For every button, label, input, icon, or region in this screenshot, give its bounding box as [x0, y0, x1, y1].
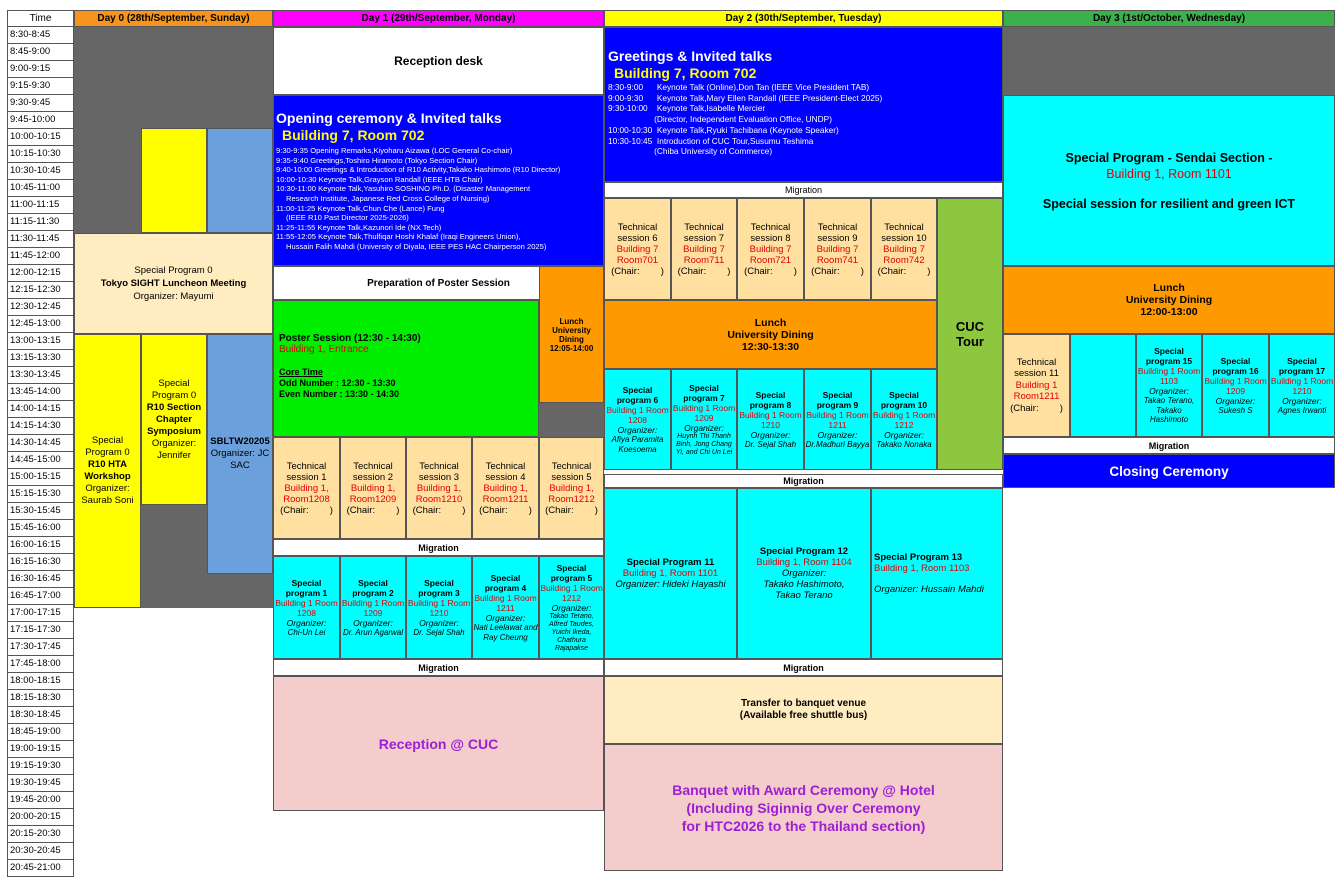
hta-workshop-block	[74, 334, 141, 608]
sbltw-block	[207, 334, 273, 574]
hta-title: R10 HTA Workshop	[84, 459, 131, 482]
special-program-organizer: Nati Leelawat and Ray Cheung	[473, 623, 538, 642]
technical-session-block[interactable]	[737, 198, 804, 300]
time-slot: 14:30-14:45	[7, 435, 74, 452]
special-program-organizer-label: Organizer:	[750, 429, 791, 440]
migration-label: Migration	[418, 542, 459, 553]
poster-title: Poster Session (12:30 - 14:30)	[279, 333, 421, 344]
special-program-organizer: Chi-Un Lei	[287, 627, 326, 637]
special-program-name: Special program 6	[616, 385, 659, 405]
technical-session-block[interactable]	[539, 437, 604, 539]
time-slot: 12:45-13:00	[7, 316, 74, 333]
special-program-organizer-label: Organizer:	[286, 617, 327, 628]
sp11-room: Building 1, Room 1101	[622, 568, 719, 579]
sp12-room: Building 1, Room 1104	[756, 557, 852, 568]
special-program-room: Building 1 Room 1210	[1270, 375, 1334, 396]
technical-session-block[interactable]	[871, 198, 937, 300]
special-program-block[interactable]	[273, 556, 340, 659]
time-slot: 11:30-11:45	[7, 231, 74, 248]
sp11-block	[604, 488, 737, 659]
time-slot: 13:45-14:00	[7, 384, 74, 401]
sp0-luncheon-label: Special Program 0	[134, 265, 213, 276]
day3-idle-gray	[1003, 27, 1335, 95]
time-slot: 8:45-9:00	[7, 44, 74, 61]
special-program-name: Special program 8	[749, 389, 792, 410]
chapter-label: Special Program 0	[151, 377, 197, 401]
banquet-line-3: for HTC2026 to the Thailand section)	[681, 817, 926, 834]
opening-title: Opening ceremony & Invited talks	[276, 110, 502, 126]
time-slot: 19:30-19:45	[7, 775, 74, 792]
special-program-organizer: Afiya Paramita Koesoema	[611, 435, 664, 454]
time-slot: 10:15-10:30	[7, 146, 74, 163]
greetings-line: (Director, Independent Evaluation Office, UNDP)	[608, 114, 832, 125]
special-program-block[interactable]	[871, 369, 937, 470]
time-slot: 20:00-20:15	[7, 809, 74, 826]
special-program-room: Building 1 Room 1210	[407, 597, 471, 618]
time-slot: 12:15-12:30	[7, 282, 74, 299]
greetings-line: (Chiba University of Commerce)	[608, 146, 773, 157]
sp12-organizer: Takako Hashimoto, Takao Terano	[763, 579, 845, 601]
day2-lunch-block	[604, 300, 937, 369]
sp12-block	[737, 488, 871, 659]
time-slot: 9:45-10:00	[7, 112, 74, 129]
banquet-block	[604, 744, 1003, 871]
day1-lunch-venue: University Dining	[552, 325, 591, 344]
sendai-room: Building 1, Room 1101	[1106, 166, 1232, 181]
special-program-organizer: Dr. Sejal Shah	[744, 439, 797, 449]
day3-cyan-empty	[1070, 334, 1136, 437]
migration-label: Migration	[418, 662, 459, 673]
day3-lunch-block	[1003, 266, 1335, 334]
technical-session-chair: (Chair: )	[744, 265, 797, 277]
time-slot: 14:45-15:00	[7, 452, 74, 469]
technical-session-room: Building 1, Room1209	[349, 482, 397, 505]
sbltw-title: SBLTW20205	[210, 436, 270, 447]
day3-lunch-label: Lunch	[1153, 282, 1185, 294]
special-program-room: Building 1 Room 1209	[1204, 375, 1267, 396]
time-slot: 15:00-15:15	[7, 469, 74, 486]
sp13-room: Building 1, Room 1103	[874, 563, 970, 574]
technical-session-name: Technical session 8	[750, 221, 791, 244]
technical-session-room: Building 7 Room741	[816, 243, 859, 266]
special-program-organizer-label: Organizer:	[684, 422, 724, 433]
technical-session-block[interactable]	[340, 437, 406, 539]
day0-header: Day 0 (28th/September, Sunday)	[74, 10, 273, 27]
special-program-organizer-label: Organizer:	[884, 429, 924, 440]
transfer-note: (Available free shuttle bus)	[739, 710, 868, 721]
opening-line: 11:00-11:25 Keynote Talk,Chun Che (Lance) Fung	[276, 203, 445, 213]
technical-session-room: Building 7 Room701	[616, 243, 659, 266]
banquet-line-2: (Including Siginnig Over Ceremony	[686, 799, 921, 816]
time-slot: 13:00-13:15	[7, 333, 74, 350]
special-program-organizer: Huynh Thi Thanh Binh, Jong Chang Yi, and Chi Un Lei	[675, 432, 733, 456]
special-program-block[interactable]	[406, 556, 472, 659]
tech11-chair: (Chair: )	[1010, 402, 1063, 414]
special-program-organizer: Takao Terano, Takako Hashimoto	[1143, 396, 1195, 425]
time-slot: 16:45-17:00	[7, 588, 74, 605]
day0-blue-early	[207, 128, 273, 233]
sendai-subtitle: Special session for resilient and green ICT	[1042, 196, 1296, 211]
poster-session-block	[273, 300, 539, 437]
reception-cuc-label: Reception @ CUC	[378, 735, 499, 752]
time-slot: 9:30-9:45	[7, 95, 74, 112]
hta-label: Special Program 0	[85, 435, 130, 458]
sp13-block	[871, 488, 1003, 659]
technical-session-room: Building 1, Room1211	[482, 482, 529, 505]
special-program-block[interactable]	[340, 556, 406, 659]
special-program-name: Special program 1	[285, 577, 328, 598]
time-slot: 16:15-16:30	[7, 554, 74, 571]
technical-session-room: Building 1, Room1212	[548, 482, 595, 505]
even-number-time: Even Number : 13:30 - 14:30	[279, 389, 400, 399]
special-program-room: Building 1 Room 1212	[872, 409, 936, 430]
opening-room: Building 7, Room 702	[282, 127, 425, 143]
time-slot: 17:00-17:15	[7, 605, 74, 622]
day2-migration-3	[604, 659, 1003, 676]
sp11-organizer: Organizer: Hideki Hayashi	[615, 579, 726, 590]
greetings-line: 9:00-9:30 Keynote Talk,Mary Ellen Randall (IEEE President-Elect 2025)	[608, 92, 883, 103]
special-program-organizer-label: Organizer:	[1282, 395, 1322, 406]
sp12-organizer-label: Organizer:	[781, 568, 827, 579]
transfer-label: Transfer to banquet venue	[740, 698, 867, 709]
special-program-block[interactable]	[1269, 334, 1335, 437]
special-program-name: Special program 15	[1145, 346, 1193, 367]
day2-lunch-venue: University Dining	[727, 328, 814, 341]
tech11-room: Building 1 Room1211	[1013, 379, 1060, 403]
opening-line: 9:30-9:35 Opening Remarks,Kiyoharu Aizawa (LOC General Co-chair)	[276, 146, 513, 155]
technical-session-room: Building 7 Room721	[749, 243, 792, 266]
cuc-tour-block	[937, 198, 1003, 470]
banquet-title: Banquet with Award Ceremony @ Hotel	[672, 781, 935, 798]
day1-lunch-label: Lunch	[559, 316, 584, 326]
opening-line: Research Institute, Japanese Red Cross College of Nursing)	[286, 193, 490, 203]
cuc-tour-label: CUC Tour	[955, 319, 985, 349]
special-program-organizer: Takako Nonaka	[876, 439, 932, 449]
day3-lunch-time: 12:00-13:00	[1140, 306, 1198, 318]
special-program-organizer-label: Organizer:	[1215, 395, 1256, 406]
migration-label: Migration	[1148, 440, 1190, 451]
time-slot: 20:30-20:45	[7, 843, 74, 860]
special-program-name: Special program 7	[683, 382, 725, 403]
special-program-name: Special program 5	[550, 562, 593, 583]
core-time-label: Core Time	[279, 367, 323, 377]
time-slot: 10:00-10:15	[7, 129, 74, 146]
time-slot: 20:45-21:00	[7, 860, 74, 877]
time-slot: 8:30-8:45	[7, 27, 74, 44]
technical-session-chair: (Chair: )	[611, 265, 664, 277]
special-program-organizer-label: Organizer:	[1149, 386, 1189, 397]
time-slot: 10:45-11:00	[7, 180, 74, 197]
technical-session-chair: (Chair: )	[479, 504, 532, 516]
time-slot: 14:00-14:15	[7, 401, 74, 418]
opening-line: 11:25-11:55 Keynote Talk,Kazunori Ide (NX Tech)	[276, 222, 442, 232]
special-program-organizer-label: Organizer:	[353, 617, 393, 628]
day3-migration	[1003, 437, 1335, 454]
sp0-luncheon-title: Tokyo SIGHT Luncheon Meeting	[100, 278, 247, 289]
special-program-room: Building 1 Room 1209	[341, 597, 405, 618]
day0-idle-gray-4	[207, 574, 273, 608]
hta-organizer: Organizer: Saurab Soni	[81, 483, 134, 506]
technical-session-room: Building 1, Room1208	[283, 482, 330, 505]
greetings-title: Greetings & Invited talks	[608, 48, 773, 64]
opening-line: 9:35-9:40 Greetings,Toshiro Hiramoto (Tokyo Section Chair)	[276, 155, 478, 165]
technical-session-name: Technical session 9	[817, 221, 858, 244]
sp0-luncheon-block	[74, 233, 273, 334]
time-slot: 17:45-18:00	[7, 656, 74, 673]
special-program-organizer: Sukesh S	[1218, 405, 1253, 415]
day3-lunch-venue: University Dining	[1125, 294, 1213, 306]
special-program-block[interactable]	[737, 369, 804, 470]
time-slot: 12:00-12:15	[7, 265, 74, 282]
technical-session-chair: (Chair: )	[412, 504, 466, 516]
greetings-room: Building 7, Room 702	[614, 65, 757, 81]
sbltw-organizer: Organizer: JC SAC	[210, 448, 270, 471]
opening-ceremony-block	[273, 95, 604, 266]
special-program-room: Building 1 Room 1212	[540, 582, 603, 603]
time-slot: 18:00-18:15	[7, 673, 74, 690]
sendai-block	[1003, 95, 1335, 266]
time-slot: 14:15-14:30	[7, 418, 74, 435]
day1-header: Day 1 (29th/September, Monday)	[273, 10, 604, 27]
special-program-organizer-label: Organizer:	[551, 602, 592, 613]
greetings-line: 10:30-10:45 Introduction of CUC Tour,Susumu Teshima	[608, 135, 814, 146]
day1-idle-gray	[539, 403, 604, 437]
day2-migration-1	[604, 182, 1003, 198]
reception-desk-label: Reception desk	[394, 54, 483, 68]
time-slot: 17:30-17:45	[7, 639, 74, 656]
technical-session-name: Technical session 6	[617, 221, 658, 244]
time-slot: 15:15-15:30	[7, 486, 74, 503]
day2-lunch-label: Lunch	[754, 316, 787, 329]
poster-room: Building 1, Entrance	[279, 344, 369, 355]
time-slot: 18:15-18:30	[7, 690, 74, 707]
day1-lunch-time: 12:05-14:00	[549, 343, 594, 353]
greetings-line: 10:00-10:30 Keynote Talk,Ryuki Tachibana (Keynote Speaker)	[608, 124, 839, 135]
special-program-room: Building 1 Room 1209	[672, 402, 736, 423]
day1-lunch-block	[539, 266, 604, 403]
reception-desk-block	[273, 27, 604, 95]
special-program-block[interactable]	[671, 369, 737, 470]
time-slot: 13:15-13:30	[7, 350, 74, 367]
time-header: Time	[7, 10, 74, 27]
special-program-organizer-label: Organizer:	[419, 617, 459, 628]
special-program-block[interactable]	[472, 556, 539, 659]
sp12-name: Special Program 12	[759, 546, 849, 557]
time-slot: 17:15-17:30	[7, 622, 74, 639]
technical-session-chair: (Chair: )	[677, 265, 731, 277]
chapter-symposium-block	[141, 334, 207, 505]
opening-line: 10:00-10:30 Keynote Talk,Grayson Randall (IEEE HTB Chair)	[276, 174, 483, 184]
day3-header: Day 3 (1st/October, Wednesday)	[1003, 10, 1335, 27]
special-program-name: Special program 4	[484, 573, 527, 593]
time-slot: 19:00-19:15	[7, 741, 74, 758]
reception-cuc-block	[273, 676, 604, 811]
greetings-block	[604, 27, 1003, 182]
day0-idle-gray-2	[74, 131, 141, 233]
time-slot: 20:15-20:30	[7, 826, 74, 843]
technical-session-name: Technical session 3	[418, 460, 460, 483]
opening-line: 11:55-12:05 Keynote Talk,Thulfiqar Hoshi Khalaf (Iraqi Engineers Union),	[276, 232, 521, 242]
time-slot: 11:15-11:30	[7, 214, 74, 231]
special-program-organizer: Dr.Madhuri Bayya	[805, 439, 870, 449]
sp11-name: Special Program 11	[626, 557, 715, 568]
day1-migration-1	[273, 539, 604, 556]
time-slot: 19:45-20:00	[7, 792, 74, 809]
time-slot: 18:30-18:45	[7, 707, 74, 724]
tech11-name: Technical session 11	[1014, 356, 1059, 380]
day1-migration-2	[273, 659, 604, 676]
greetings-line: 9:30-10:00 Keynote Talk,Isabelle Mercier	[608, 103, 766, 114]
special-program-organizer: Agnes Irwanti	[1277, 405, 1327, 415]
technical-session-name: Technical session 5	[551, 460, 592, 483]
tech11-block[interactable]	[1003, 334, 1070, 437]
day2-lunch-time: 12:30-13:30	[741, 340, 800, 353]
time-slot: 11:45-12:00	[7, 248, 74, 265]
special-program-name: Special program 10	[880, 389, 928, 410]
special-program-organizer: Dr. Arun Agarwal	[342, 627, 404, 637]
day0-idle-gray-3	[141, 505, 207, 608]
special-program-block[interactable]	[604, 369, 671, 470]
time-slot: 12:30-12:45	[7, 299, 74, 316]
greetings-line: 8:30-9:00 Keynote Talk (Online),Don Tan (IEEE Vice President TAB)	[608, 82, 870, 92]
technical-session-name: Technical session 2	[352, 460, 394, 483]
migration-label: Migration	[783, 662, 824, 673]
migration-label: Migration	[784, 185, 822, 195]
special-program-organizer: Dr. Sejal Shah	[413, 627, 465, 637]
technical-session-room: Building 7 Room742	[883, 243, 925, 266]
day0-idle-gray	[74, 27, 273, 131]
time-slot: 9:00-9:15	[7, 61, 74, 78]
technical-session-block[interactable]	[273, 437, 340, 539]
technical-session-chair: (Chair: )	[346, 504, 400, 516]
technical-session-block[interactable]	[406, 437, 472, 539]
special-program-block[interactable]	[804, 369, 871, 470]
technical-session-chair: (Chair: )	[811, 265, 864, 277]
sp13-name: Special Program 13	[874, 552, 963, 563]
special-program-room: Building 1 Room 1208	[275, 597, 338, 618]
time-slot: 13:30-13:45	[7, 367, 74, 384]
special-program-room: Building 1 Room 1211	[806, 409, 869, 430]
technical-session-chair: (Chair: )	[545, 504, 598, 516]
special-program-block[interactable]	[539, 556, 604, 659]
special-program-organizer: Takao Terano, Alfred Taudes, Yuichi Ikeda, Chathura Rajapakse	[549, 612, 594, 652]
time-slot: 9:15-9:30	[7, 78, 74, 95]
technical-session-block[interactable]	[604, 198, 671, 300]
special-program-organizer-label: Organizer:	[617, 425, 658, 435]
migration-label: Migration	[783, 476, 824, 486]
technical-session-block[interactable]	[472, 437, 539, 539]
greetings-schedule	[608, 82, 1000, 157]
opening-line: 10:30-11:00 Keynote Talk,Yasuhiro SOSHINO Ph.D. (Disaster Management	[276, 184, 531, 194]
technical-session-name: Technical session 10	[881, 221, 927, 244]
time-slot: 11:00-11:15	[7, 197, 74, 214]
opening-schedule	[276, 146, 601, 252]
opening-line: Hussain Falih Mahdi (University of Diyala, IEEE PES HAC Chairperson 2025)	[286, 241, 547, 251]
transfer-block	[604, 676, 1003, 744]
opening-line: (IEEE R10 Past Director 2025-2026)	[286, 213, 409, 223]
technical-session-chair: (Chair: )	[877, 265, 931, 277]
special-program-name: Special program 2	[352, 577, 394, 598]
special-program-room: Building 1 Room 1103	[1137, 366, 1201, 387]
chapter-organizer: Organizer: Jennifer	[151, 437, 197, 461]
special-program-block[interactable]	[1202, 334, 1269, 437]
technical-session-room: Building 1, Room1210	[415, 482, 463, 505]
time-slot: 19:15-19:30	[7, 758, 74, 775]
special-program-block[interactable]	[1136, 334, 1202, 437]
time-slot: 15:30-15:45	[7, 503, 74, 520]
technical-session-block[interactable]	[804, 198, 871, 300]
special-program-room: Building 1 Room 1210	[739, 409, 802, 430]
special-program-name: Special program 16	[1212, 355, 1259, 376]
technical-session-name: Technical session 1	[286, 460, 327, 483]
technical-session-block[interactable]	[671, 198, 737, 300]
closing-ceremony-block	[1003, 454, 1335, 488]
technical-session-chair: (Chair: )	[280, 504, 333, 516]
time-slot: 16:30-16:45	[7, 571, 74, 588]
prep-poster-label: Preparation of Poster Session	[367, 277, 510, 289]
sendai-title: Special Program - Sendai Section -	[1065, 150, 1273, 165]
chapter-title: R10 Section Chapter Symposium	[146, 401, 202, 437]
special-program-room: Building 1 Room 1208	[606, 405, 669, 425]
day0-yellow-early	[141, 128, 207, 233]
special-program-organizer-label: Organizer:	[485, 613, 526, 623]
special-program-name: Special program 3	[418, 577, 460, 598]
day2-header: Day 2 (30th/September, Tuesday)	[604, 10, 1003, 27]
sp0-luncheon-organizer: Organizer: Mayumi	[133, 291, 214, 302]
odd-number-time: Odd Number : 12:30 - 13:30	[279, 378, 396, 388]
sp13-organizer: Organizer: Hussain Mahdi	[874, 584, 984, 595]
technical-session-room: Building 7 Room711	[683, 243, 725, 266]
closing-ceremony-label: Closing Ceremony	[1109, 463, 1229, 479]
time-slot: 10:30-10:45	[7, 163, 74, 180]
technical-session-name: Technical session 4	[485, 460, 526, 483]
special-program-organizer-label: Organizer:	[817, 429, 858, 440]
special-program-name: Special program 17	[1278, 355, 1326, 376]
technical-session-name: Technical session 7	[683, 221, 725, 244]
time-slot: 16:00-16:15	[7, 537, 74, 554]
time-slot: 18:45-19:00	[7, 724, 74, 741]
opening-line: 9:40-10:00 Greetings & Introduction of R10 Activity,Takako Hashimoto (R10 Director)	[276, 165, 561, 175]
special-program-name: Special program 9	[816, 389, 859, 410]
time-slot: 15:45-16:00	[7, 520, 74, 537]
special-program-room: Building 1 Room 1211	[474, 593, 537, 613]
day2-migration-2	[604, 474, 1003, 488]
